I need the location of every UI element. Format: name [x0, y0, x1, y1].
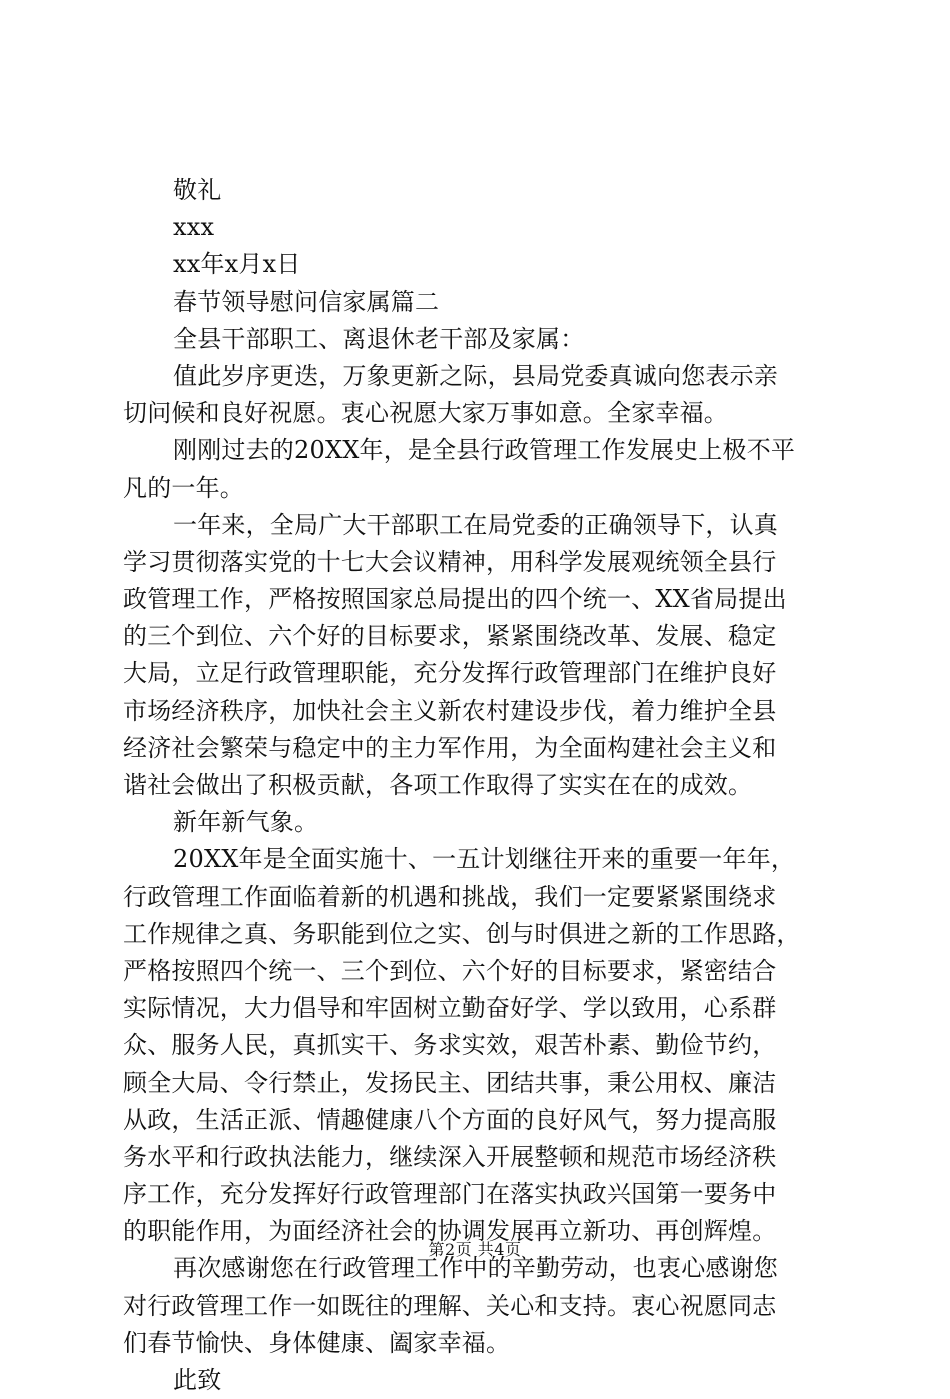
- text-line: 的职能作用，为面经济社会的协调发展再立新功、再创辉煌。: [123, 1217, 777, 1246]
- text-line: 值此岁序更迭，万象更新之际，县局党委真诚向您表示亲: [173, 361, 778, 390]
- text-line: xxx: [173, 213, 215, 242]
- text-line: 严格按照四个统一、三个到位、六个好的目标要求，紧密结合: [123, 956, 777, 985]
- text-line: 新年新气象。: [173, 808, 319, 837]
- text-line: 序工作，充分发挥好行政管理部门在落实执政兴国第一要务中: [123, 1180, 777, 1209]
- text-line: 春节领导慰问信家属篇二: [173, 287, 440, 316]
- text-line: 顾全大局、令行禁止，发扬民主、团结共事，秉公用权、廉洁: [123, 1068, 777, 1097]
- text-line: 切问候和良好祝愿。衷心祝愿大家万事如意。全家幸福。: [123, 399, 728, 428]
- text-line: 对行政管理工作一如既往的理解、关心和支持。衷心祝愿同志: [123, 1291, 777, 1320]
- text-line: 刚刚过去的20XX年，是全县行政管理工作发展史上极不平: [173, 436, 796, 465]
- text-line: 大局，立足行政管理职能，充分发挥行政管理部门在维护良好: [123, 659, 777, 688]
- text-line: 凡的一年。: [123, 473, 244, 502]
- text-line: 再次感谢您在行政管理工作中的辛勤劳动，也衷心感谢您: [173, 1254, 778, 1283]
- text-line: 实际情况，大力倡导和牢固树立勤奋好学、学以致用，心系群: [123, 994, 777, 1023]
- page-number-footer: 第2页 共4页: [428, 1240, 522, 1259]
- text-line: 务水平和行政执法能力，继续深入开展整顿和规范市场经济秩: [123, 1142, 777, 1171]
- text-line: 们春节愉快、身体健康、阖家幸福。: [123, 1328, 511, 1357]
- letter-body: [123, 172, 835, 1399]
- text-line: 谐社会做出了积极贡献，各项工作取得了实实在在的成效。: [123, 771, 753, 799]
- text-line: 市场经济秩序，加快社会主义新农村建设步伐，着力维护全县: [123, 696, 777, 725]
- text-line: 全县干部职工、离退休老干部及家属：: [173, 324, 585, 353]
- text-line: 20XX年是全面实施十、一五计划继往开来的重要一年年，: [173, 845, 796, 874]
- text-line: 从政，生活正派、情趣健康八个方面的良好风气，努力提高服: [123, 1105, 777, 1134]
- text-line: 工作规律之真、务职能到位之实、创与时俱进之新的工作思路，: [123, 919, 801, 948]
- text-line: 经济社会繁荣与稳定中的主力军作用，为全面构建社会主义和: [123, 733, 777, 762]
- text-line: 敬礼: [173, 176, 222, 204]
- text-line: 此致: [173, 1366, 222, 1394]
- text-line: 众、服务人民，真抓实干、务求实效，艰苦朴素、勤俭节约，: [123, 1031, 777, 1060]
- text-line: 学习贯彻落实党的十七大会议精神，用科学发展观统领全县行: [123, 547, 777, 576]
- text-line: xx年x月x日: [173, 250, 301, 279]
- text-line: 行政管理工作面临着新的机遇和挑战，我们一定要紧紧围绕求: [123, 882, 777, 911]
- text-line: 一年来，全局广大干部职工在局党委的正确领导下，认真: [173, 510, 778, 539]
- text-line: 的三个到位、六个好的目标要求，紧紧围绕改革、发展、稳定: [123, 622, 777, 651]
- text-line: 政管理工作，严格按照国家总局提出的四个统一、XX省局提出: [123, 585, 787, 614]
